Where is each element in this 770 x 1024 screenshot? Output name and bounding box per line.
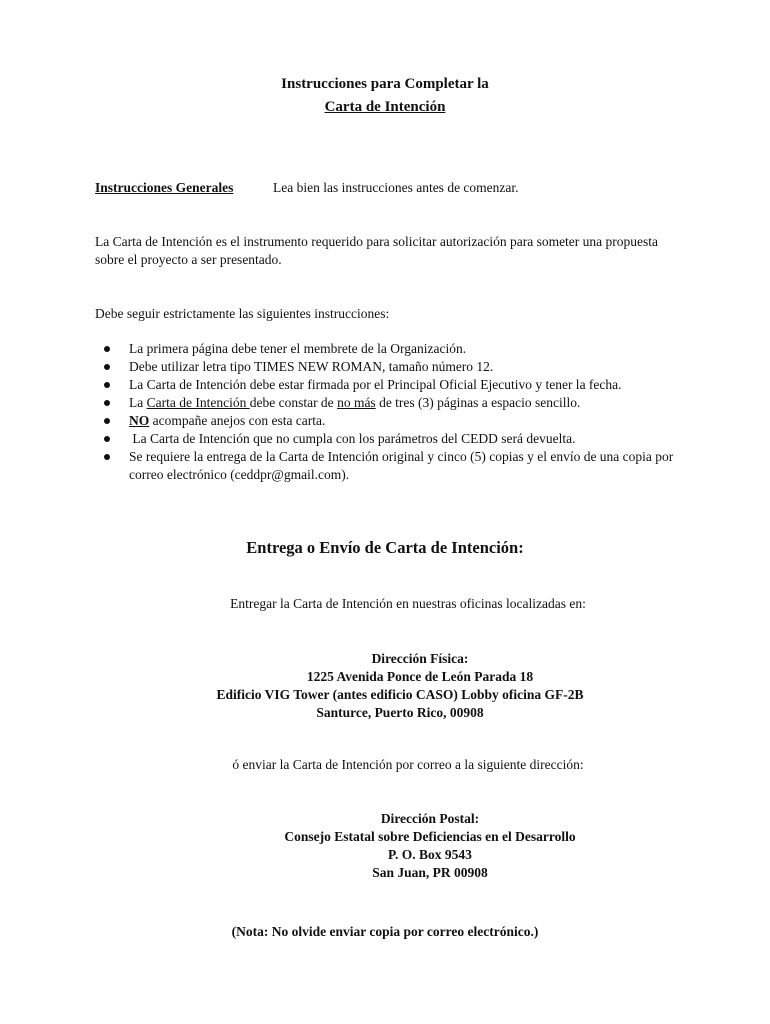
list-item — [95, 412, 695, 430]
bullet-icon — [104, 382, 110, 388]
list-item — [95, 340, 695, 358]
underlined-text: Carta de Intención — [146, 395, 250, 410]
list-item-text: La — [129, 395, 147, 410]
list-item-text: debe constar de — [249, 395, 338, 410]
physical-address-line: Santurce, Puerto Rico, 00908 — [316, 705, 484, 720]
bullet-icon — [104, 436, 110, 442]
list-item — [95, 394, 695, 412]
list-item-text: La primera página debe tener el membrete de la Organización. — [129, 341, 467, 356]
general-instructions-note: Lea bien las instrucciones antes de comenzar. — [273, 180, 519, 195]
list-item — [95, 448, 695, 484]
list-item — [95, 358, 695, 376]
note-text: (Nota: No olvide enviar copia por correo electrónico.) — [231, 924, 539, 939]
list-item-text: de tres (3) páginas a espacio sencillo. — [375, 395, 581, 410]
underlined-text: no más — [337, 395, 376, 410]
list-item-text: Se requiere la entrega de la Carta de Intención original y cinco (5) copias y el envío de una copia por correo electrónico (ceddpr@gmail.com). — [129, 449, 674, 482]
emphasis-text: NO — [129, 413, 150, 428]
delivery-text: Entregar la Carta de Intención en nuestras oficinas localizadas en: — [230, 596, 586, 611]
list-item-text: Debe utilizar letra tipo TIMES NEW ROMAN, tamaño número 12. — [129, 359, 494, 374]
general-instructions-heading: Instrucciones Generales — [95, 180, 234, 195]
list-item-text: La Carta de Intención que no cumpla con los parámetros del CEDD será devuelta. — [129, 431, 576, 446]
bullet-icon — [104, 454, 110, 460]
bullet-icon — [104, 418, 110, 424]
list-item-text: acompañe anejos con esta carta. — [149, 413, 326, 428]
physical-address-line: Edificio VIG Tower (antes edificio CASO) Lobby oficina GF-2B — [216, 687, 584, 702]
postal-address-line: Consejo Estatal sobre Deficiencias en el Desarrollo — [284, 829, 576, 844]
list-item-text: La Carta de Intención debe estar firmada por el Principal Oficial Ejecutivo y tener la fecha. — [129, 377, 622, 392]
list-item — [95, 376, 695, 394]
document-subtitle: Carta de Intención — [324, 99, 446, 115]
postal-address-line: P. O. Box 9543 — [388, 847, 472, 862]
physical-address-line: 1225 Avenida Ponce de León Parada 18 — [306, 669, 534, 684]
instructions-lead: Debe seguir estrictamente las siguientes instrucciones: — [95, 306, 390, 321]
delivery-heading: Entrega o Envío de Carta de Intención: — [246, 538, 524, 557]
instructions-list — [95, 340, 695, 484]
intro-paragraph: La Carta de Intención es el instrumento requerido para solicitar autorización para someter una propuesta sobre el proyecto a ser presentado. — [95, 234, 659, 267]
document-title: Instrucciones para Completar la — [281, 76, 489, 92]
bullet-icon — [104, 346, 110, 352]
mail-text: ó enviar la Carta de Intención por correo a la siguiente dirección: — [232, 757, 584, 772]
bullet-icon — [104, 364, 110, 370]
postal-address-label: Dirección Postal: — [380, 811, 480, 826]
list-item — [95, 430, 695, 448]
physical-address-label: Dirección Física: — [371, 651, 469, 666]
postal-address-line: San Juan, PR 00908 — [372, 865, 488, 880]
bullet-icon — [104, 400, 110, 406]
